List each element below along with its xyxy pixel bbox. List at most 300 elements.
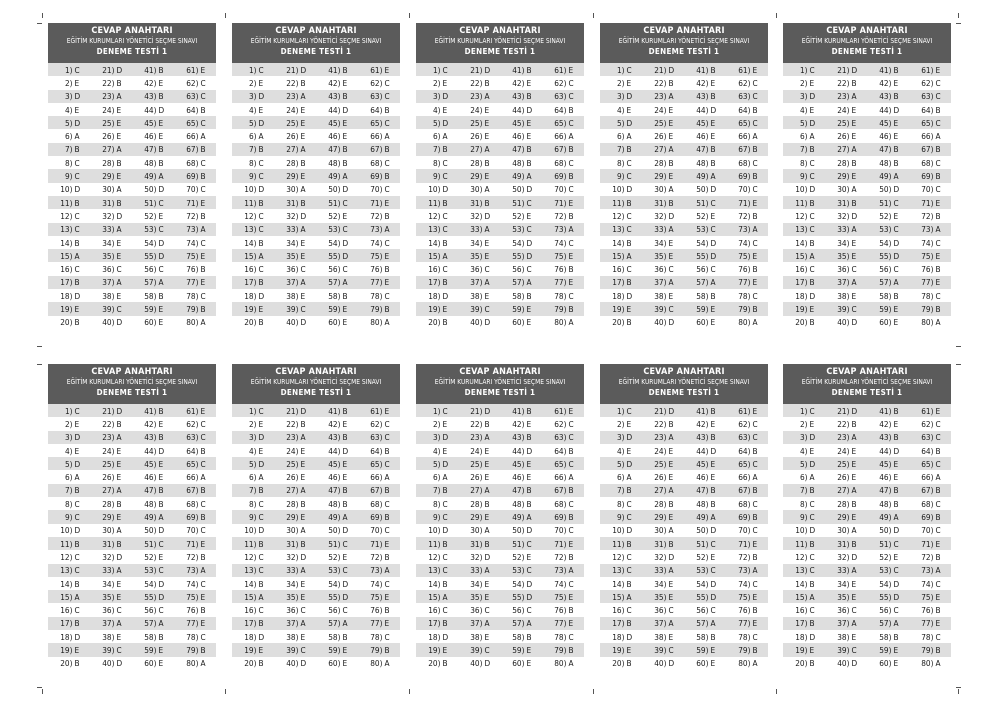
answer-letter: C [74, 224, 80, 235]
answer-letter: B [626, 197, 632, 208]
question-number: 46) [144, 472, 157, 483]
answer-cell [90, 184, 132, 194]
answer-cell [416, 65, 458, 75]
answer-cell [642, 264, 684, 274]
answer-cell [783, 238, 825, 248]
answer-letter: B [200, 144, 206, 155]
answer-letter: C [626, 157, 632, 168]
question-number: 57) [879, 618, 892, 629]
question-number: 12) [244, 210, 257, 221]
answer-cell [500, 144, 542, 154]
answer-letter: E [809, 418, 815, 429]
answer-cell [416, 485, 458, 495]
answer-letter: B [809, 277, 815, 288]
answer-cell [726, 472, 768, 482]
question-number: 31) [654, 538, 667, 549]
answer-row [783, 116, 951, 129]
question-number: 61) [921, 64, 934, 75]
answer-letter: E [668, 578, 674, 589]
answer-letter: E [116, 472, 122, 483]
answer-cell [642, 277, 684, 287]
answer-row [48, 90, 216, 103]
question-number: 37) [654, 277, 667, 288]
question-number: 15) [795, 591, 808, 602]
question-number: 59) [328, 303, 341, 314]
answer-letter: D [626, 631, 633, 642]
question-number: 15) [60, 250, 73, 261]
answer-cell [726, 446, 768, 456]
question-number: 25) [286, 117, 299, 128]
question-number: 72) [554, 551, 567, 562]
answer-row [416, 129, 584, 142]
card-title: CEVAP ANAHTARI [275, 367, 357, 377]
question-number: 9) [616, 171, 625, 182]
question-number: 18) [244, 631, 257, 642]
answer-table [48, 404, 216, 670]
answer-letter: D [893, 445, 900, 456]
answer-cell [316, 459, 358, 469]
question-number: 77) [186, 618, 199, 629]
answer-cell [274, 91, 316, 101]
answer-letter: D [74, 117, 81, 128]
answer-letter: B [158, 64, 164, 75]
answer-letter: C [526, 224, 532, 235]
answer-row [600, 417, 768, 430]
answer-cell [909, 618, 951, 628]
answer-cell [458, 251, 500, 261]
answer-cell [726, 144, 768, 154]
answer-letter: A [200, 224, 206, 235]
crop-mark [42, 689, 43, 694]
answer-letter: C [526, 197, 532, 208]
question-number: 73) [921, 224, 934, 235]
question-number: 68) [186, 157, 199, 168]
answer-letter: B [526, 405, 532, 416]
answer-letter: E [258, 445, 264, 456]
answer-cell [90, 472, 132, 482]
question-number: 52) [512, 210, 525, 221]
answer-cell [783, 539, 825, 549]
question-number: 13) [60, 224, 73, 235]
answer-letter: B [158, 432, 164, 443]
answer-cell [825, 472, 867, 482]
question-number: 10) [428, 525, 441, 536]
answer-cell [316, 645, 358, 655]
card-subtitle: EĞİTİM KURUMLARI YÖNETİCİ SEÇME SINAVI [250, 378, 382, 386]
answer-letter: C [158, 197, 164, 208]
answer-cell [416, 406, 458, 416]
question-number: 7) [799, 485, 808, 496]
question-number: 72) [738, 210, 751, 221]
answer-cell [684, 552, 726, 562]
answer-letter: D [668, 64, 675, 75]
answer-cell [48, 645, 90, 655]
answer-cell [358, 485, 400, 495]
crop-mark [409, 13, 410, 18]
answer-cell [500, 78, 542, 88]
question-number: 12) [612, 210, 625, 221]
answer-row [600, 236, 768, 249]
question-number: 59) [696, 644, 709, 655]
answer-letter: C [809, 224, 815, 235]
answer-cell [783, 131, 825, 141]
answer-cell [416, 446, 458, 456]
answer-letter: E [710, 458, 716, 469]
answer-row [600, 404, 768, 417]
answer-letter: A [809, 591, 815, 602]
answer-cell [500, 512, 542, 522]
question-number: 32) [102, 551, 115, 562]
answer-letter: C [384, 418, 390, 429]
answer-key-card [232, 23, 400, 329]
answer-letter: C [809, 157, 815, 168]
answer-letter: B [74, 538, 80, 549]
answer-letter: C [851, 644, 857, 655]
answer-cell [726, 224, 768, 234]
answer-letter: D [668, 317, 675, 328]
answer-cell [600, 446, 642, 456]
answer-letter: C [442, 498, 448, 509]
card-header [48, 364, 216, 404]
answer-cell [726, 658, 768, 668]
answer-letter: B [158, 405, 164, 416]
answer-cell [867, 317, 909, 327]
answer-letter: C [668, 644, 674, 655]
answer-row [416, 262, 584, 275]
answer-letter: A [158, 618, 164, 629]
answer-letter: E [809, 303, 815, 314]
answer-row [232, 156, 400, 169]
question-number: 58) [328, 631, 341, 642]
answer-letter: A [935, 224, 941, 235]
answer-letter: D [809, 458, 816, 469]
answer-cell [909, 579, 951, 589]
answer-cell [458, 277, 500, 287]
answer-letter: B [851, 157, 857, 168]
answer-letter: D [626, 458, 633, 469]
question-number: 57) [879, 277, 892, 288]
answer-cell [909, 184, 951, 194]
question-number: 16) [795, 605, 808, 616]
question-number: 63) [370, 432, 383, 443]
answer-letter: D [626, 290, 633, 301]
question-number: 64) [370, 445, 383, 456]
answer-letter: C [710, 538, 716, 549]
answer-cell [90, 552, 132, 562]
answer-cell [542, 605, 584, 615]
question-number: 75) [554, 250, 567, 261]
answer-cell [48, 579, 90, 589]
answer-letter: A [484, 224, 490, 235]
question-number: 74) [921, 578, 934, 589]
answer-letter: E [342, 458, 348, 469]
answer-letter: C [851, 605, 857, 616]
question-number: 21) [286, 64, 299, 75]
answer-letter: B [710, 157, 716, 168]
answer-letter: B [893, 144, 899, 155]
question-number: 36) [837, 264, 850, 275]
answer-table [232, 404, 400, 670]
answer-letter: E [200, 197, 206, 208]
answer-cell [358, 91, 400, 101]
answer-cell [684, 198, 726, 208]
answer-letter: E [484, 578, 490, 589]
question-number: 64) [186, 104, 199, 115]
answer-cell [458, 565, 500, 575]
answer-cell [909, 472, 951, 482]
answer-letter: D [258, 91, 265, 102]
answer-letter: C [935, 631, 941, 642]
answer-cell [783, 592, 825, 602]
question-number: 8) [616, 498, 625, 509]
answer-letter: B [568, 104, 574, 115]
question-number: 19) [795, 644, 808, 655]
question-number: 56) [328, 605, 341, 616]
answer-letter: E [200, 277, 206, 288]
question-number: 62) [554, 77, 567, 88]
answer-cell [909, 406, 951, 416]
answer-cell [416, 592, 458, 602]
answer-letter: C [809, 171, 815, 182]
answer-letter: B [158, 631, 164, 642]
answer-row [48, 630, 216, 643]
question-number: 29) [470, 512, 483, 523]
answer-letter: A [752, 317, 758, 328]
answer-cell [416, 618, 458, 628]
question-number: 52) [328, 551, 341, 562]
answer-letter: A [300, 91, 306, 102]
answer-cell [500, 658, 542, 668]
question-number: 70) [738, 184, 751, 195]
answer-letter: A [300, 525, 306, 536]
question-number: 7) [616, 485, 625, 496]
question-number: 3) [64, 432, 73, 443]
card-title: CEVAP ANAHTARI [826, 26, 908, 36]
answer-letter: A [200, 658, 206, 669]
question-number: 50) [696, 525, 709, 536]
card-header [416, 364, 584, 404]
answer-cell [458, 419, 500, 429]
answer-letter: A [116, 224, 122, 235]
question-number: 57) [328, 618, 341, 629]
answer-cell [132, 105, 174, 115]
question-number: 74) [738, 578, 751, 589]
question-number: 76) [554, 264, 567, 275]
answer-letter: C [384, 91, 390, 102]
question-number: 60) [879, 658, 892, 669]
question-number: 35) [654, 250, 667, 261]
question-number: 32) [837, 551, 850, 562]
answer-cell [316, 317, 358, 327]
answer-letter: E [626, 445, 632, 456]
answer-cell [500, 605, 542, 615]
answer-row [416, 657, 584, 670]
question-number: 43) [328, 432, 341, 443]
answer-cell [500, 432, 542, 442]
answer-letter: B [116, 498, 122, 509]
question-number: 54) [512, 578, 525, 589]
answer-cell [642, 579, 684, 589]
question-number: 45) [696, 458, 709, 469]
answer-cell [783, 277, 825, 287]
card-subtitle: EĞİTİM KURUMLARI YÖNETİCİ SEÇME SINAVI [434, 37, 566, 45]
answer-cell [174, 211, 216, 221]
answer-cell [90, 238, 132, 248]
question-number: 69) [186, 512, 199, 523]
question-number: 44) [512, 445, 525, 456]
question-number: 67) [738, 144, 751, 155]
question-number: 66) [921, 131, 934, 142]
answer-letter: E [384, 618, 390, 629]
question-number: 23) [470, 91, 483, 102]
answer-letter: A [668, 184, 674, 195]
answer-letter: D [809, 290, 816, 301]
answer-cell [825, 277, 867, 287]
answer-cell [867, 171, 909, 181]
question-number: 8) [432, 157, 441, 168]
answer-letter: B [384, 144, 390, 155]
answer-letter: C [442, 551, 448, 562]
answer-letter: E [300, 290, 306, 301]
answer-cell [783, 525, 825, 535]
answer-row [416, 302, 584, 315]
question-number: 75) [186, 591, 199, 602]
question-number: 13) [244, 224, 257, 235]
question-number: 7) [248, 485, 257, 496]
question-number: 53) [879, 224, 892, 235]
answer-cell [867, 485, 909, 495]
question-number: 23) [837, 91, 850, 102]
answer-cell [316, 304, 358, 314]
answer-cell [783, 78, 825, 88]
answer-row [600, 630, 768, 643]
question-number: 49) [144, 171, 157, 182]
question-number: 49) [144, 512, 157, 523]
answer-cell [358, 304, 400, 314]
question-number: 28) [286, 498, 299, 509]
question-number: 14) [244, 237, 257, 248]
answer-letter: C [935, 458, 941, 469]
answer-cell [542, 91, 584, 101]
question-number: 22) [286, 77, 299, 88]
answer-cell [316, 158, 358, 168]
answer-cell [90, 406, 132, 416]
answer-cell [174, 158, 216, 168]
question-number: 8) [64, 157, 73, 168]
question-number: 70) [370, 184, 383, 195]
answer-cell [90, 485, 132, 495]
answer-letter: D [626, 117, 633, 128]
answer-cell [132, 565, 174, 575]
answer-cell [867, 432, 909, 442]
answer-cell [48, 184, 90, 194]
answer-letter: C [484, 644, 490, 655]
answer-cell [684, 632, 726, 642]
answer-letter: E [626, 418, 632, 429]
question-number: 25) [470, 458, 483, 469]
answer-row [232, 262, 400, 275]
answer-row [416, 236, 584, 249]
answer-letter: E [893, 644, 899, 655]
answer-row [600, 577, 768, 590]
answer-letter: B [342, 485, 348, 496]
answer-letter: C [752, 237, 758, 248]
question-number: 28) [102, 498, 115, 509]
question-number: 74) [738, 237, 751, 248]
answer-letter: D [342, 237, 349, 248]
answer-letter: C [258, 565, 264, 576]
answer-cell [458, 224, 500, 234]
answer-cell [825, 565, 867, 575]
question-number: 49) [328, 512, 341, 523]
card-subtitle: EĞİTİM KURUMLARI YÖNETİCİ SEÇME SINAVI [250, 37, 382, 45]
question-number: 40) [470, 658, 483, 669]
question-number: 35) [102, 591, 115, 602]
answer-row [600, 156, 768, 169]
question-number: 67) [186, 144, 199, 155]
question-number: 27) [286, 485, 299, 496]
answer-letter: C [710, 264, 716, 275]
question-number: 28) [470, 157, 483, 168]
answer-letter: C [200, 525, 206, 536]
question-number: 7) [799, 144, 808, 155]
answer-letter: B [342, 498, 348, 509]
question-number: 25) [654, 458, 667, 469]
answer-cell [232, 198, 274, 208]
answer-letter: B [74, 277, 80, 288]
answer-letter: A [200, 317, 206, 328]
answer-cell [416, 105, 458, 115]
answer-cell [458, 472, 500, 482]
answer-letter: C [258, 224, 264, 235]
answer-letter: B [484, 538, 490, 549]
question-number: 75) [186, 250, 199, 261]
answer-row [600, 603, 768, 616]
question-number: 76) [370, 264, 383, 275]
answer-cell [458, 105, 500, 115]
answer-letter: A [893, 512, 899, 523]
answer-row [232, 457, 400, 470]
question-number: 6) [799, 472, 808, 483]
answer-letter: A [258, 131, 264, 142]
answer-letter: E [809, 644, 815, 655]
answer-letter: E [710, 317, 716, 328]
answer-cell [600, 539, 642, 549]
question-number: 59) [328, 644, 341, 655]
question-number: 2) [64, 418, 73, 429]
answer-cell [726, 264, 768, 274]
question-number: 79) [370, 644, 383, 655]
question-number: 7) [616, 144, 625, 155]
question-number: 69) [370, 512, 383, 523]
answer-cell [825, 304, 867, 314]
answer-cell [600, 645, 642, 655]
question-number: 26) [654, 472, 667, 483]
answer-cell [90, 459, 132, 469]
answer-letter: B [752, 104, 758, 115]
answer-letter: E [935, 197, 941, 208]
question-number: 49) [879, 171, 892, 182]
card-test-name: DENEME TESTİ 1 [831, 47, 903, 56]
question-number: 66) [370, 131, 383, 142]
answer-letter: D [893, 237, 900, 248]
answer-cell [458, 317, 500, 327]
answer-letter: A [809, 131, 815, 142]
answer-cell [90, 224, 132, 234]
answer-cell [132, 512, 174, 522]
answer-letter: D [442, 631, 449, 642]
answer-cell [232, 552, 274, 562]
